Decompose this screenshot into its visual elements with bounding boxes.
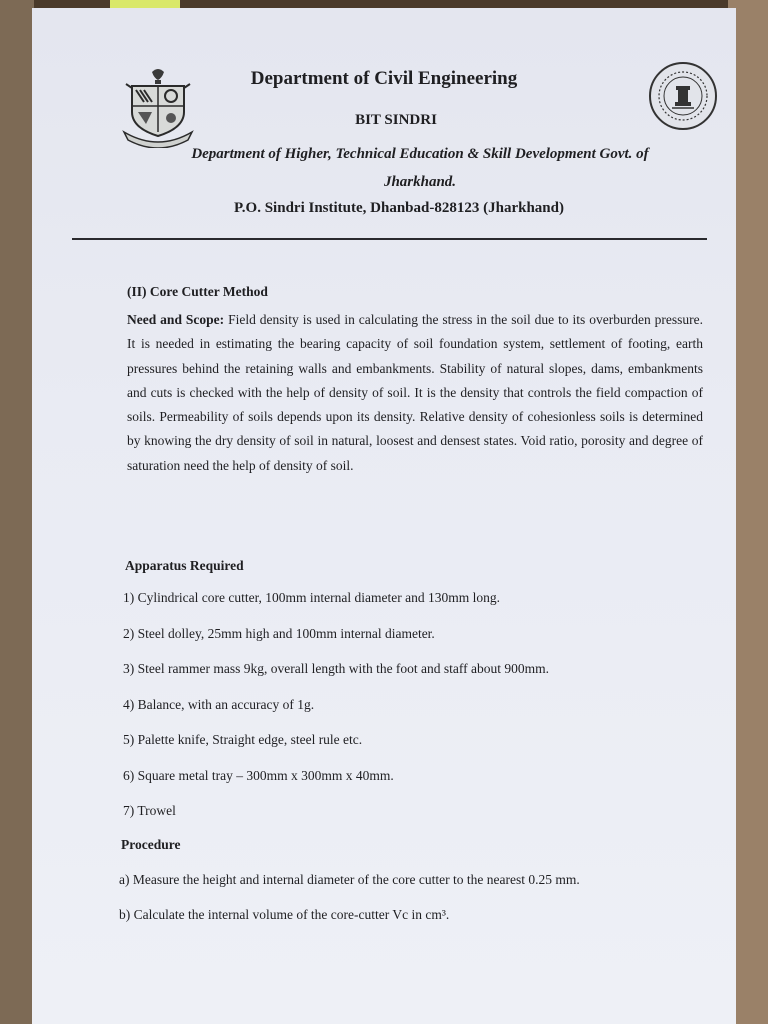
apparatus-item: 4) Balance, with an accuracy of 1g.	[123, 696, 315, 712]
need-and-scope-label: Need and Scope:	[127, 312, 225, 327]
header-divider	[72, 238, 707, 240]
apparatus-item: 2) Steel dolley, 25mm high and 100mm internal diameter.	[123, 625, 435, 641]
background-left	[0, 0, 34, 1024]
apparatus-item: 7) Trowel	[123, 803, 176, 818]
procedure-list	[119, 870, 719, 940]
procedure-step: a) Measure the height and internal diameter of the core cutter to the nearest 0.25 mm.	[119, 872, 580, 887]
procedure-step: b) Calculate the internal volume of the core-cutter Vc in cm³.	[119, 907, 450, 922]
background-sticky-note	[110, 0, 180, 8]
govt-department-line: Department of Higher, Technical Education & Skill Development Govt. of Jharkhand.	[191, 146, 649, 190]
apparatus-heading: Apparatus Required	[125, 558, 244, 573]
apparatus-item: 6) Square metal tray – 300mm x 300mm x 40mm.	[123, 767, 394, 783]
need-and-scope-paragraph	[127, 308, 703, 478]
apparatus-list	[123, 588, 723, 837]
address-line: P.O. Sindri Institute, Dhanbad-828123 (Jharkhand)	[234, 200, 564, 216]
need-and-scope-text: Field density is used in calculating the stress in the soil due to its overburden pressure. It is needed in estimating the bearing capacity of soil foundation system, settlement of footing, earth pressures behind the retaining walls and embankments. Stability of natural slopes, dams, embankments and cuts is checked with the help of density of soil. It is the density that controls the field compaction of soils. Permeability of soils depends upon its density. Relative density of cohesionless soils is determined by knowing the dry density of soil in natural, loosest and densest states. Void ratio, porosity and degree of saturation need the help of density of soil.	[127, 312, 703, 473]
section-title: (II) Core Cutter Method	[127, 284, 268, 299]
document-page	[32, 8, 736, 1024]
institute-name: BIT SINDRI	[355, 112, 437, 128]
apparatus-item: 1) Cylindrical core cutter, 100mm internal diameter and 130mm long.	[123, 590, 500, 605]
apparatus-item: 5) Palette knife, Straight edge, steel rule etc.	[123, 732, 363, 747]
department-heading: Department of Civil Engineering	[250, 68, 518, 89]
procedure-heading: Procedure	[121, 837, 181, 852]
apparatus-item: 3) Steel rammer mass 9kg, overall length with the foot and staff about 900mm.	[123, 661, 550, 676]
